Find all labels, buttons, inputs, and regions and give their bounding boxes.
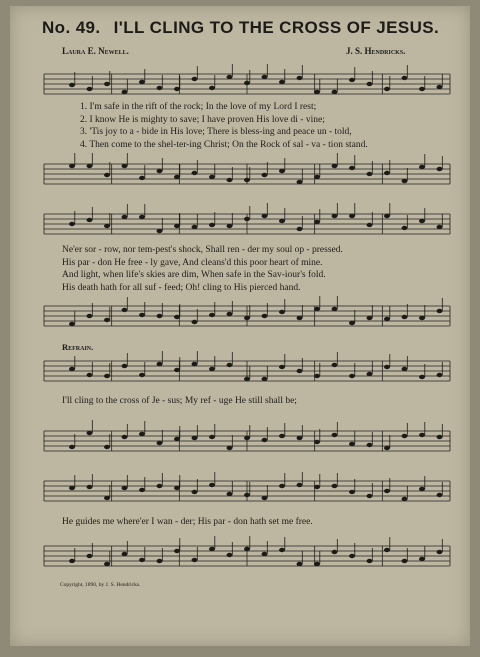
note-head	[314, 175, 320, 179]
note-head	[192, 362, 198, 366]
note-head	[384, 317, 390, 321]
verse-2-line-2: His par - don He free - ly gave, And cleans'd this poor heart of mine.	[62, 257, 323, 268]
note-head	[349, 374, 355, 378]
note-head	[402, 315, 408, 319]
note-head	[332, 484, 338, 488]
note-head	[297, 436, 303, 440]
note-head	[314, 562, 320, 566]
note-head	[104, 562, 110, 566]
note-head	[367, 82, 373, 86]
note-head	[87, 218, 93, 222]
note-head	[419, 165, 425, 169]
note-head	[262, 173, 268, 177]
note-head	[384, 365, 390, 369]
note-head	[332, 433, 338, 437]
note-head	[297, 562, 303, 566]
note-head	[314, 440, 320, 444]
note-head	[139, 176, 145, 180]
note-head	[209, 86, 215, 90]
note-head	[69, 222, 75, 226]
note-head	[174, 175, 180, 179]
note-head	[122, 215, 128, 219]
note-head	[174, 486, 180, 490]
note-head	[157, 169, 163, 173]
note-head	[192, 436, 198, 440]
note-head	[69, 83, 75, 87]
note-head	[227, 178, 233, 182]
note-head	[332, 90, 338, 94]
note-head	[402, 497, 408, 501]
note-head	[104, 82, 110, 86]
note-head	[384, 548, 390, 552]
verse-1-line: 1. I'm safe in the rift of the rock; In the love of my Lord I rest;	[80, 102, 317, 112]
note-head	[122, 435, 128, 439]
note-head	[279, 484, 285, 488]
note-head	[419, 375, 425, 379]
note-head	[314, 307, 320, 311]
note-head	[227, 446, 233, 450]
note-head	[209, 435, 215, 439]
note-head	[244, 493, 250, 497]
note-head	[279, 310, 285, 314]
refrain-label: Refrain.	[62, 342, 94, 352]
verses-system-1	[80, 101, 460, 151]
note-head	[262, 496, 268, 500]
note-head	[262, 75, 268, 79]
note-head	[209, 313, 215, 317]
note-head	[437, 225, 443, 229]
note-head	[244, 178, 250, 182]
note-head	[192, 490, 198, 494]
note-head	[384, 446, 390, 450]
note-head	[157, 441, 163, 445]
note-head	[87, 373, 93, 377]
note-head	[332, 164, 338, 168]
note-head	[262, 214, 268, 218]
note-head	[402, 434, 408, 438]
note-head	[332, 307, 338, 311]
note-head	[279, 80, 285, 84]
note-head	[104, 224, 110, 228]
note-head	[349, 321, 355, 325]
note-head	[122, 308, 128, 312]
note-head	[402, 559, 408, 563]
note-head	[332, 214, 338, 218]
note-head	[192, 171, 198, 175]
note-head	[349, 78, 355, 82]
note-head	[437, 493, 443, 497]
note-head	[367, 316, 373, 320]
note-head	[174, 87, 180, 91]
refrain-line-2: He guides me where'er I wan - der; His par - don hath set me free.	[62, 517, 313, 527]
note-head	[244, 377, 250, 381]
note-head	[297, 369, 303, 373]
note-head	[69, 367, 75, 371]
note-head	[402, 179, 408, 183]
note-head	[87, 554, 93, 558]
note-head	[104, 374, 110, 378]
hymn-number: No. 49.	[42, 18, 101, 37]
note-head	[227, 224, 233, 228]
note-head	[349, 442, 355, 446]
note-head	[192, 558, 198, 562]
note-head	[104, 318, 110, 322]
note-head	[244, 316, 250, 320]
note-head	[244, 217, 250, 221]
note-head	[419, 487, 425, 491]
note-head	[227, 553, 233, 557]
note-head	[209, 175, 215, 179]
note-head	[69, 445, 75, 449]
note-head	[122, 364, 128, 368]
note-head	[437, 85, 443, 89]
note-head	[87, 314, 93, 318]
note-head	[419, 557, 425, 561]
verses-system-2	[62, 244, 442, 294]
note-head	[419, 87, 425, 91]
note-head	[279, 219, 285, 223]
note-head	[279, 548, 285, 552]
verse-4-line-2: His death hath for all suf - feed; Oh! cling to His pierced hand.	[62, 282, 301, 293]
note-head	[87, 87, 93, 91]
note-head	[297, 180, 303, 184]
composer-credit: J. S. Hendricks.	[346, 46, 406, 56]
hymn-title: I'LL CLING TO THE CROSS OF JESUS.	[113, 18, 440, 37]
hymn-page	[10, 6, 470, 646]
note-head	[157, 86, 163, 90]
note-head	[384, 214, 390, 218]
note-head	[437, 435, 443, 439]
note-head	[209, 367, 215, 371]
note-head	[262, 314, 268, 318]
note-head	[349, 490, 355, 494]
note-head	[244, 547, 250, 551]
note-head	[297, 227, 303, 231]
note-head	[227, 363, 233, 367]
note-head	[139, 373, 145, 377]
verse-4-line: 4. Then come to the shel-ter-ing Christ; On the Rock of sal - va - tion stand.	[80, 139, 368, 150]
note-head	[314, 374, 320, 378]
note-head	[174, 549, 180, 553]
note-head	[139, 432, 145, 436]
note-head	[332, 363, 338, 367]
note-head	[402, 367, 408, 371]
note-head	[349, 166, 355, 170]
note-head	[367, 223, 373, 227]
note-head	[69, 322, 75, 326]
note-head	[437, 309, 443, 313]
copyright-notice: Copyright, 1890, by J. S. Hendricks.	[60, 582, 141, 588]
note-head	[139, 558, 145, 562]
note-head	[419, 433, 425, 437]
note-head	[367, 494, 373, 498]
note-head	[297, 316, 303, 320]
note-head	[122, 90, 128, 94]
note-head	[279, 169, 285, 173]
note-head	[262, 438, 268, 442]
note-head	[367, 559, 373, 563]
note-head	[104, 496, 110, 500]
note-head	[122, 552, 128, 556]
note-head	[419, 219, 425, 223]
verse-1-line-2: Ne'er sor - row, nor tem-pest's shock, Shall ren - der my soul op - pressed.	[62, 245, 343, 255]
note-head	[87, 164, 93, 168]
note-head	[157, 559, 163, 563]
note-head	[209, 483, 215, 487]
note-head	[139, 80, 145, 84]
note-head	[122, 164, 128, 168]
note-head	[367, 443, 373, 447]
note-head	[244, 436, 250, 440]
note-head	[192, 320, 198, 324]
note-head	[209, 547, 215, 551]
note-head	[314, 220, 320, 224]
note-head	[437, 373, 443, 377]
note-head	[174, 224, 180, 228]
note-head	[314, 90, 320, 94]
note-head	[104, 173, 110, 177]
note-head	[139, 313, 145, 317]
note-head	[419, 316, 425, 320]
note-head	[262, 377, 268, 381]
note-head	[437, 550, 443, 554]
note-head	[139, 488, 145, 492]
note-head	[349, 554, 355, 558]
note-head	[104, 445, 110, 449]
note-head	[69, 164, 75, 168]
note-head	[297, 76, 303, 80]
note-head	[157, 314, 163, 318]
note-head	[174, 437, 180, 441]
note-head	[69, 559, 75, 563]
note-head	[69, 486, 75, 490]
note-head	[279, 434, 285, 438]
note-head	[227, 75, 233, 79]
note-head	[87, 485, 93, 489]
note-head	[157, 362, 163, 366]
note-head	[332, 550, 338, 554]
note-head	[279, 365, 285, 369]
note-head	[192, 77, 198, 81]
note-head	[349, 214, 355, 218]
verse-3-line: 3. 'Tis joy to a - bide in His love; There is bless-ing and peace un - told,	[80, 127, 352, 137]
note-head	[402, 76, 408, 80]
note-head	[384, 489, 390, 493]
note-head	[262, 552, 268, 556]
note-head	[87, 431, 93, 435]
note-head	[157, 484, 163, 488]
note-head	[174, 315, 180, 319]
note-head	[139, 215, 145, 219]
note-head	[314, 485, 320, 489]
note-head	[227, 312, 233, 316]
note-head	[384, 87, 390, 91]
note-head	[192, 225, 198, 229]
note-head	[244, 81, 250, 85]
note-head	[367, 372, 373, 376]
verse-3-line-2: And light, when life's skies are dim, When safe in the Sav-iour's fold.	[62, 270, 326, 280]
note-head	[122, 486, 128, 490]
lyricist-credit: Laura E. Newell.	[62, 46, 129, 56]
note-head	[402, 226, 408, 230]
note-head	[209, 223, 215, 227]
note-head	[174, 368, 180, 372]
note-head	[437, 167, 443, 171]
note-head	[157, 229, 163, 233]
verse-2-line: 2. I know He is mighty to save; I have proven His love di - vine;	[80, 114, 325, 125]
note-head	[367, 172, 373, 176]
note-head	[227, 492, 233, 496]
refrain-line-1: I'll cling to the cross of Je - sus; My ref - uge He still shall be;	[62, 396, 297, 406]
note-head	[297, 483, 303, 487]
note-head	[384, 171, 390, 175]
